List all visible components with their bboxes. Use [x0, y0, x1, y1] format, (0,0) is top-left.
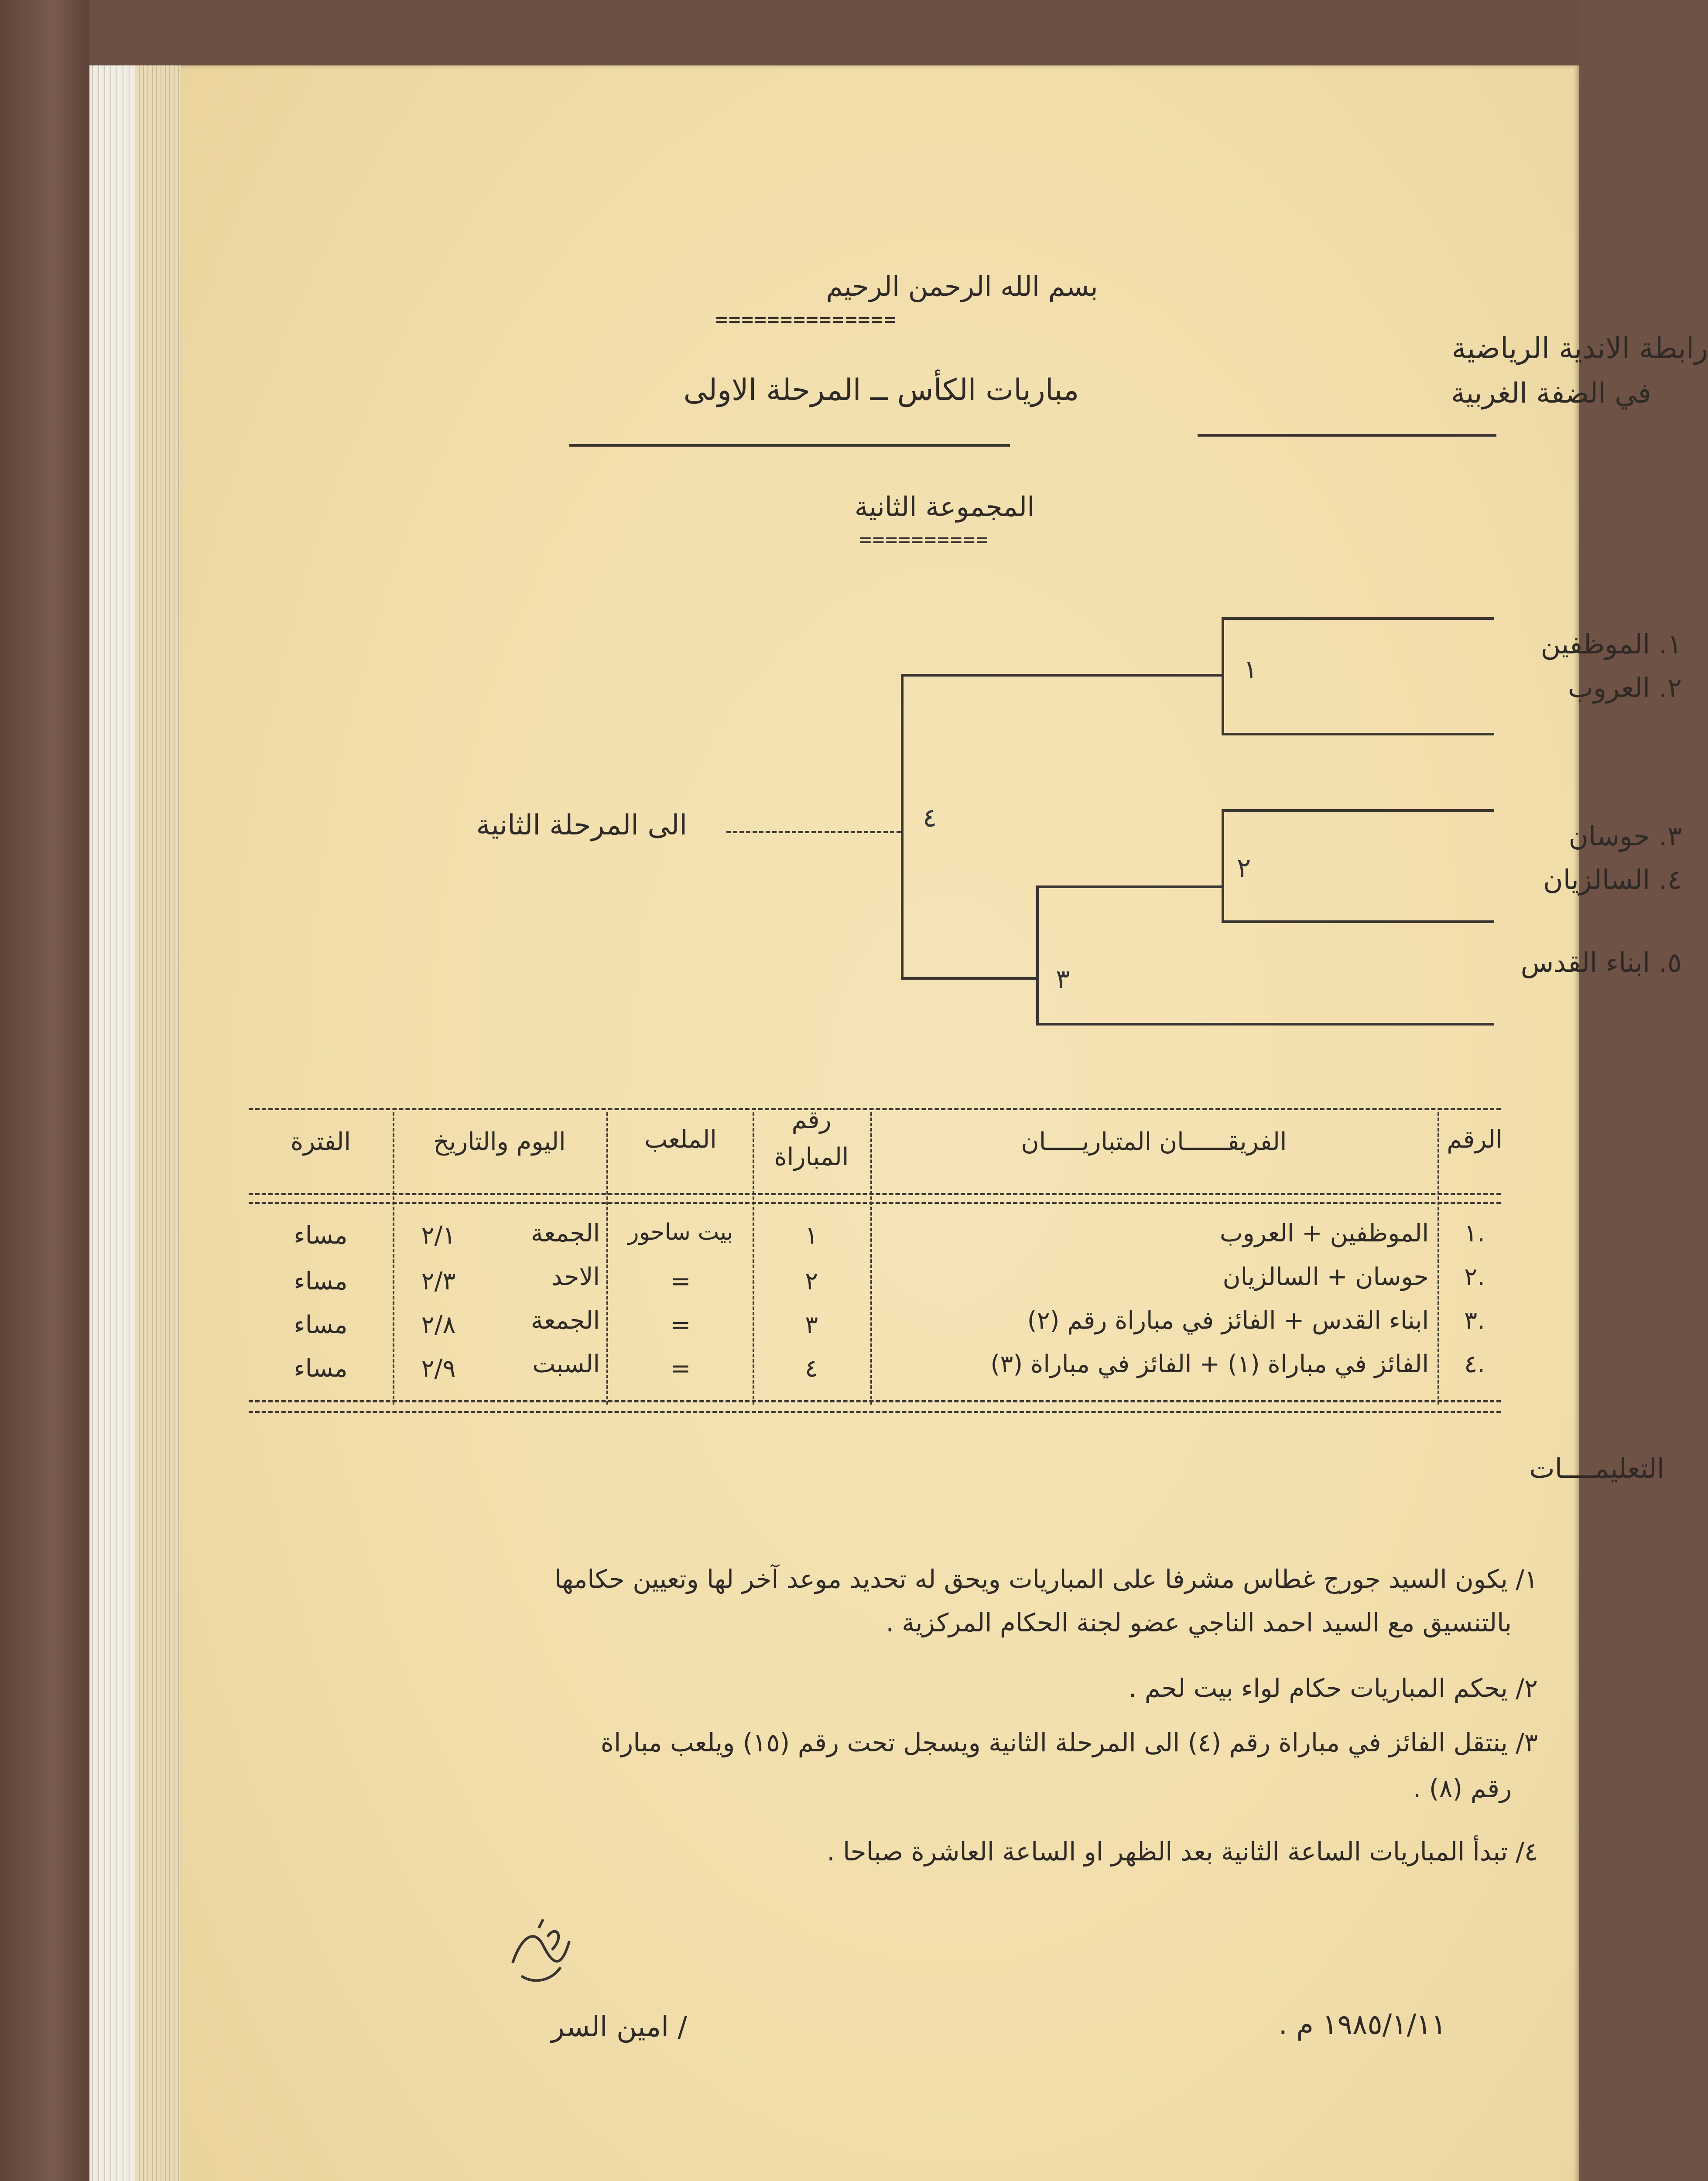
title-underline — [569, 444, 1010, 447]
page-edges-inner — [135, 65, 183, 2181]
row-teams: ابناء القدس + الفائز في مباراة رقم (٢) — [1027, 1306, 1429, 1335]
header-num: الرقم — [1447, 1125, 1503, 1154]
bracket-dashed-arrow — [726, 831, 901, 833]
row-day: الجمعة — [531, 1219, 600, 1248]
group-title: المجموعة الثانية — [854, 491, 1035, 523]
to-next-stage: الى المرحلة الثانية — [476, 809, 687, 841]
basmala-underline: ============== — [715, 308, 897, 331]
match-label-1: ١ — [1243, 654, 1258, 685]
row-match: ٤ — [804, 1354, 818, 1383]
row-match: ٢ — [804, 1267, 818, 1296]
team-name: حوسان — [1568, 820, 1650, 852]
team-number: ٥. — [1658, 947, 1682, 978]
header-date: اليوم والتاريخ — [433, 1128, 566, 1156]
row-num: ١. — [1464, 1219, 1485, 1248]
col-divider — [393, 1112, 394, 1405]
bracket-line — [1036, 885, 1222, 888]
signature-scribble — [495, 1911, 582, 1998]
instruction-number: ٢/ — [1516, 1673, 1538, 1703]
team-4 — [1263, 864, 1682, 896]
col-divider — [606, 1112, 608, 1405]
bracket-line — [901, 977, 1036, 980]
table-bottom-rule — [249, 1400, 1501, 1402]
match-label-4: ٤ — [923, 803, 937, 833]
row-date: ٢/٣ — [421, 1267, 456, 1296]
match-label-2: ٢ — [1237, 853, 1251, 883]
instruction-text: يحكم المباريات حكام لواء بيت لحم . — [1128, 1673, 1508, 1703]
bracket-line — [901, 674, 1222, 677]
col-divider — [1438, 1112, 1439, 1405]
row-match: ٣ — [804, 1311, 818, 1339]
team-1 — [1263, 628, 1682, 660]
row-teams: الموظفين + العروب — [1219, 1219, 1429, 1248]
document-date: ١٩٨٥/١/١١ م . — [1278, 2009, 1446, 2041]
bracket-line — [901, 674, 904, 977]
col-divider — [753, 1112, 754, 1405]
document-title: مباريات الكأس ــ المرحلة الاولى — [683, 373, 1079, 407]
row-date: ٢/٨ — [421, 1311, 456, 1339]
row-period: مساء — [294, 1354, 348, 1383]
team-5 — [1263, 947, 1682, 978]
team-number: ٤. — [1658, 864, 1682, 896]
row-date: ٢/١ — [421, 1221, 456, 1250]
row-venue: = — [670, 1267, 691, 1296]
bracket-line — [1222, 617, 1224, 733]
instruction-4 — [425, 1830, 1538, 1873]
instruction-1 — [255, 1557, 1538, 1601]
row-venue: = — [670, 1354, 691, 1383]
header-teams: الفريقــــــان المتباريـــــان — [1021, 1128, 1287, 1156]
instructions-heading: التعليمــــات — [1529, 1453, 1664, 1484]
team-name: العروب — [1568, 672, 1650, 704]
row-teams: الفائز في مباراة (١) + الفائز في مباراة (٣) — [990, 1350, 1429, 1378]
instruction-number: ٤/ — [1516, 1837, 1538, 1866]
instruction-text: تبدأ المباريات الساعة الثانية بعد الظهر او الساعة العاشرة صباحا . — [827, 1837, 1508, 1866]
header-venue: الملعب — [644, 1125, 717, 1154]
table-bottom-rule-2 — [249, 1411, 1501, 1413]
instruction-text: يكون السيد جورج غطاس مشرفا على المباريات ويحق له تحديد موعد آخر لها وتعيين حكامها — [554, 1564, 1508, 1594]
instruction-1-cont: بالتنسيق مع السيد احمد الناجي عضو لجنة الحكام المركزية . — [886, 1608, 1512, 1637]
team-number: ٢. — [1658, 672, 1682, 704]
row-num: ٢. — [1464, 1263, 1485, 1291]
col-divider — [870, 1112, 872, 1405]
row-venue: = — [670, 1311, 691, 1339]
org-name-line2: في الضفة الغربية — [1451, 377, 1651, 410]
row-day: الجمعة — [531, 1306, 600, 1335]
header-period: الفترة — [290, 1128, 351, 1156]
row-day: الاحد — [551, 1263, 600, 1291]
bracket-line — [1036, 1023, 1494, 1026]
team-name: السالزيان — [1543, 864, 1650, 896]
bracket-line — [1222, 809, 1224, 920]
table-top-rule — [249, 1108, 1501, 1110]
row-venue: بيت ساحور — [628, 1219, 733, 1245]
instruction-2 — [639, 1666, 1538, 1710]
row-period: مساء — [294, 1221, 348, 1250]
org-name-line1: رابطة الاندية الرياضية — [1451, 332, 1708, 365]
row-num: ٤. — [1464, 1350, 1485, 1378]
bracket-line — [1222, 733, 1494, 735]
bracket-line — [1222, 920, 1494, 923]
row-match: ١ — [804, 1221, 818, 1250]
instruction-number: ١/ — [1516, 1564, 1538, 1594]
row-teams: حوسان + السالزيان — [1222, 1263, 1429, 1291]
book-cover-top — [0, 0, 1579, 65]
row-day: السبت — [532, 1350, 600, 1378]
table-header-rule — [249, 1193, 1501, 1195]
row-period: مساء — [294, 1311, 348, 1339]
book-cover-spine — [0, 0, 89, 2181]
org-underline — [1198, 434, 1496, 437]
team-number: ٣. — [1658, 820, 1682, 852]
team-3 — [1263, 820, 1682, 852]
team-number: ١. — [1658, 628, 1682, 660]
bracket-line — [1222, 809, 1494, 812]
document-page — [181, 65, 1708, 2181]
signatory: / امين السر — [551, 2011, 687, 2043]
row-date: ٢/٩ — [421, 1354, 456, 1383]
table-header-rule-2 — [249, 1202, 1501, 1204]
instruction-3-cont: رقم (٨) . — [1413, 1774, 1512, 1803]
instruction-number: ٣/ — [1516, 1728, 1538, 1757]
team-name: ابناء القدس — [1520, 947, 1650, 978]
basmala: بسم الله الرحمن الرحيم — [826, 270, 1098, 302]
instruction-text: ينتقل الفائز في مباراة رقم (٤) الى المرحلة الثانية ويسجل تحت رقم (١٥) ويلعب مباراة — [600, 1728, 1508, 1757]
header-match-no-2: المباراة — [774, 1143, 849, 1171]
team-name: الموظفين — [1540, 628, 1650, 660]
row-num: ٣. — [1464, 1306, 1485, 1335]
bracket-line — [1036, 885, 1039, 1023]
match-label-3: ٣ — [1056, 964, 1070, 995]
group-underline: ========== — [859, 528, 989, 551]
header-match-no-1: رقم — [791, 1106, 832, 1134]
team-2 — [1263, 672, 1682, 704]
row-period: مساء — [294, 1267, 348, 1296]
instruction-3 — [255, 1721, 1538, 1764]
bracket-line — [1222, 617, 1494, 620]
